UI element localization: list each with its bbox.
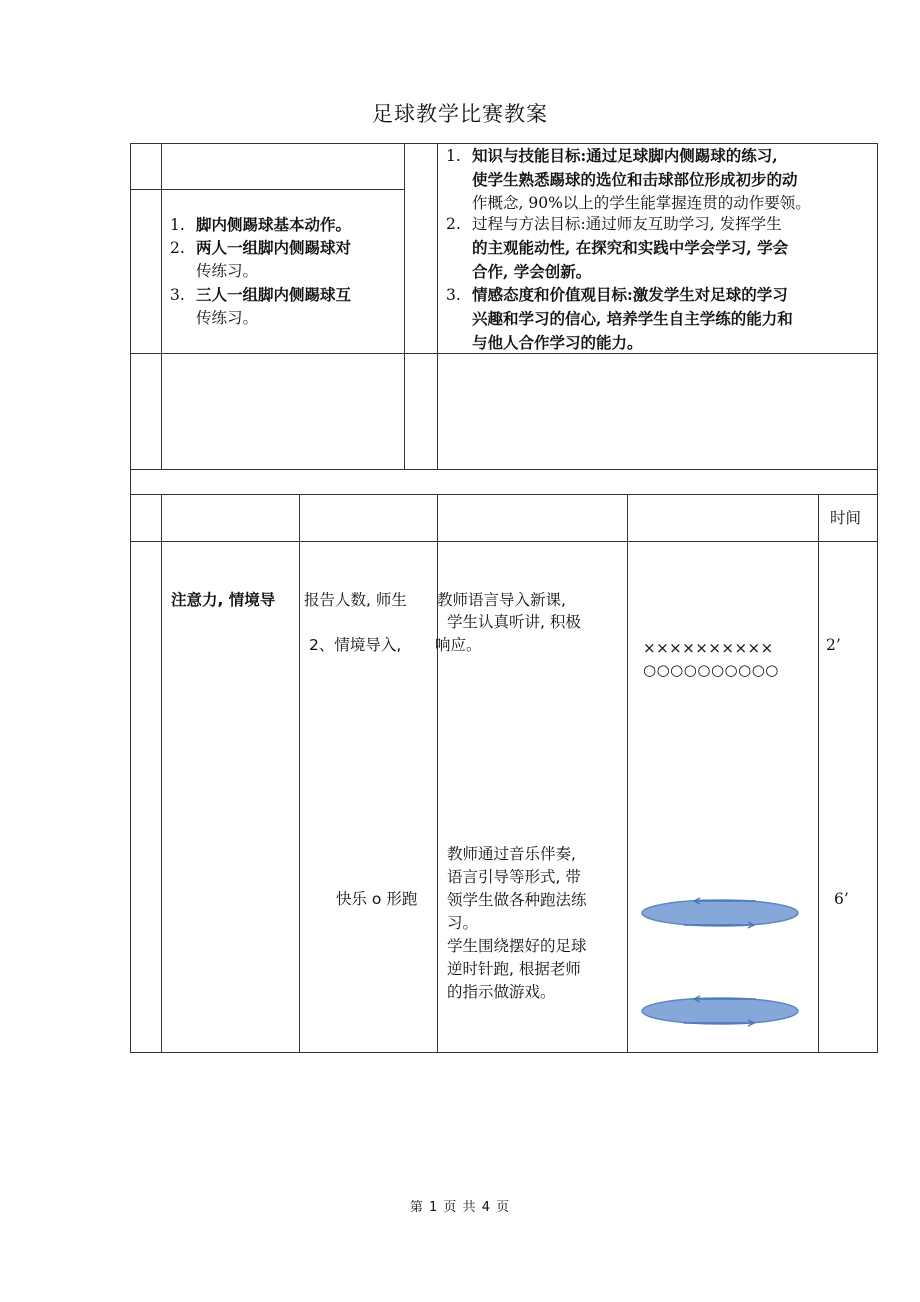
formation-row-students: ××××××××××	[643, 639, 774, 657]
content-item-2: 2. 两人一组脚内侧踢球对 传练习。	[170, 238, 352, 280]
content-item-1: 1. 脚内侧踢球基本动作。	[170, 215, 352, 234]
running-track-diagram-1	[636, 893, 804, 933]
section1-content-2: 2、情境导入,	[309, 636, 402, 654]
objective-1: 1. 知识与技能目标:通过足球脚内侧踢球的练习, 使学生熟悉踢球的选位和击球部位形成初步的动 作概念, 90%以上的学生能掌握连贯的动作要领。	[446, 146, 811, 212]
running-track-diagram-2	[636, 991, 804, 1031]
section2-time: 6’	[834, 890, 849, 908]
section1-teacher-3: 响应。	[435, 636, 482, 654]
page-footer: 第 1 页 共 4 页	[409, 1200, 511, 1215]
objective-3: 3. 情感态度和价值观目标:激发学生对足球的学习 兴趣和学习的信心, 培养学生自主学练的能力和 与他人合作学习的能力。	[446, 285, 793, 352]
track-ellipse	[642, 998, 798, 1024]
page-title: 足球教学比赛教案	[372, 102, 548, 126]
section1-part-label: 注意力, 情境导	[171, 591, 276, 609]
section1-teacher-2: 学生认真听讲, 积极	[447, 613, 581, 631]
formation-row-circles: ○○○○○○○○○○	[643, 661, 779, 679]
section1-time: 2’	[826, 636, 841, 654]
time-column-header: 时间	[830, 509, 862, 527]
objective-2: 2. 过程与方法目标:通过师友互助学习, 发挥学生 的主观能动性, 在探究和实践中学会学习, 学会 合作, 学会创新。	[446, 215, 789, 281]
section2-teacher-text: 教师通过音乐伴奏, 语言引导等形式, 带 领学生做各种跑法练 习。 学生围绕摆好的足球 逆时针跑, 根据老师 的指示做游戏。	[447, 845, 587, 1001]
track-ellipse	[642, 900, 798, 926]
content-item-3: 3. 三人一组脚内侧踢球互 传练习。	[170, 285, 352, 327]
section1-content-1: 报告人数, 师生	[304, 591, 407, 609]
section2-content: 快乐 o 形跑	[336, 890, 418, 908]
section1-teacher-1: 教师语言导入新课,	[437, 591, 566, 609]
